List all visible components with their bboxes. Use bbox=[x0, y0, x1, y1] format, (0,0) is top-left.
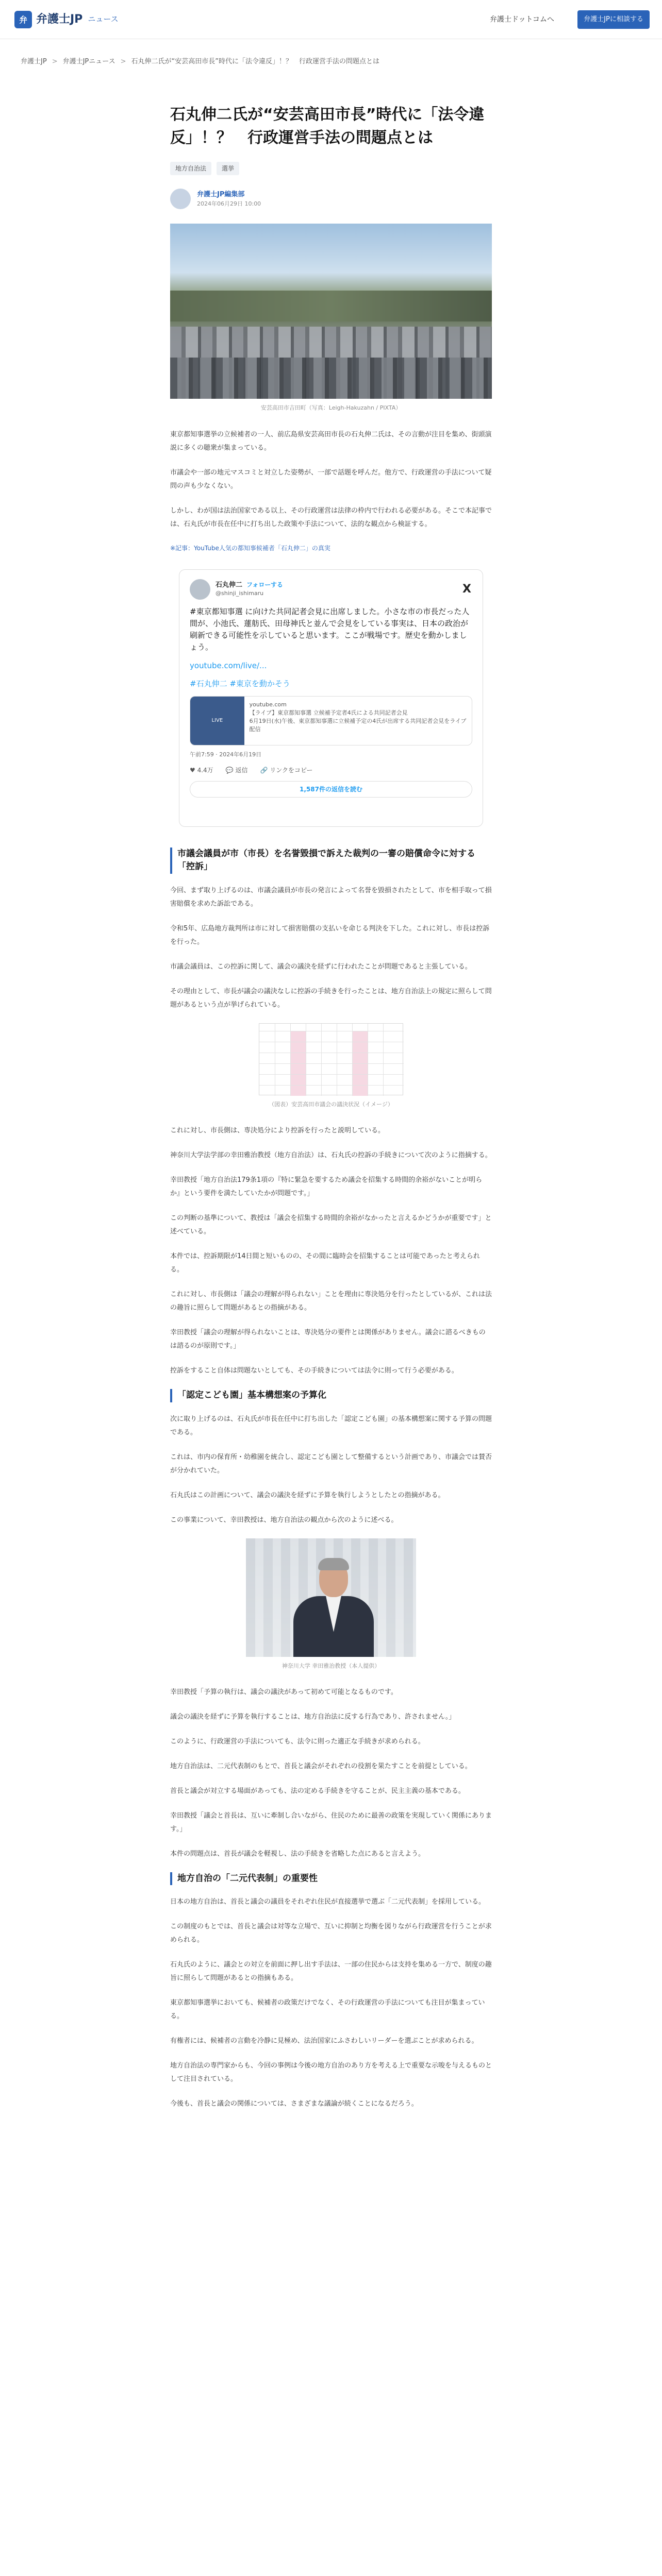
breadcrumb-item-current: 石丸伸二氏が“安芸高田市長”時代に「法令違反」！？ 行政運営手法の問題点とは bbox=[131, 58, 380, 65]
publish-date: 2024年06月29日 10:00 bbox=[197, 200, 261, 207]
paragraph: 今後も、首長と議会の関係については、さまざまな議論が続くことになるだろう。 bbox=[170, 2100, 418, 2108]
paragraph: 有権者には、候補者の言動を冷静に見極め、法治国家にふさわしいリーダーを選ぶことが求められる。 bbox=[170, 2037, 478, 2045]
section-heading: 地方自治の「二元代表制」の重要性 bbox=[170, 1872, 492, 1886]
paragraph: この制度のもとでは、首長と議会は対等な立場で、互いに抑制と均衡を図りながら行政運営を行うことが求められる。 bbox=[170, 1923, 492, 1944]
paragraph: これに対し、市長側は「議会の理解が得られない」ことを理由に専決処分を行ったとしているが、これは法の趣旨に照らして問題があるとの指摘がある。 bbox=[170, 1291, 492, 1312]
quote-paragraph: 幸田教授「議会と首長は、互いに牽制し合いながら、住民のために最善の政策を実現していく関係にあります。」 bbox=[170, 1811, 492, 1833]
tweet-text: #東京都知事選 に向けた共同記者会見に出席しました。小さな市の市長だった人間が、小池氏、蓮舫氏、田母神氏と並んで会見をしている事実は、日本の政治が刷新できる可能性を示していると思います。ここが戦場です。歴史を動かしましょう。 bbox=[190, 606, 470, 652]
logo-text: 弁護士JP bbox=[36, 13, 83, 26]
page-title: 石丸伸二氏が“安芸高田市長”時代に「法令違反」！？ 行政運営手法の問題点とは bbox=[170, 106, 485, 147]
tweet-author-name[interactable]: 石丸伸二 bbox=[216, 581, 243, 589]
portrait-caption: 神奈川大学 幸田雅治教授（本人提供） bbox=[282, 1662, 380, 1669]
tweet-copy-label: リンクをコピー bbox=[270, 766, 313, 774]
paragraph: この事業について、幸田教授は、地方自治法の観点から次のように述べる。 bbox=[170, 1516, 398, 1524]
tag-senkyo[interactable]: 選挙 bbox=[217, 162, 239, 175]
paragraph: 地方自治法は、二元代表制のもとで、首長と議会がそれぞれの役割を果たすことを前提としている。 bbox=[170, 1762, 472, 1770]
author-block bbox=[170, 189, 492, 209]
embedded-tweet bbox=[179, 569, 483, 827]
section-heading: 市議会議員が市（市長）を名誉毀損で訴えた裁判の一審の賠償命令に対する「控訴」 bbox=[170, 848, 492, 874]
tweet-like-count: 4.4万 bbox=[197, 766, 213, 774]
breadcrumb-separator-icon: > bbox=[120, 58, 126, 65]
consult-button[interactable]: 弁護士JPに相談する bbox=[577, 10, 650, 29]
paragraph: 市議会議員は、この控訴に関して、議会の議決を経ずに行われたことが問題であると主張している。 bbox=[170, 962, 472, 971]
hero-image bbox=[170, 224, 492, 399]
paragraph: このように、行政運営の手法についても、法令に則った適正な手続きが求められる。 bbox=[170, 1737, 425, 1745]
top-header bbox=[0, 0, 662, 39]
tweet-reply-button[interactable] bbox=[226, 765, 248, 776]
tweet-card-desc: 6月19日(水)午後、東京都知事選に立候補予定の4氏が出席する共同記者会見をライブ配信 bbox=[249, 718, 467, 733]
nav-link-bengo4[interactable]: 弁護士ドットコムへ bbox=[490, 15, 554, 24]
breadcrumb-separator-icon: > bbox=[52, 58, 58, 65]
quote-paragraph: 幸田教授「議会の理解が得られないことは、専決処分の要件とは関係がありません。議会に諮るべきものは諮るのが原則です。」 bbox=[170, 1329, 486, 1350]
tweet-copy-link-button[interactable] bbox=[260, 765, 312, 776]
site-logo[interactable] bbox=[14, 9, 119, 30]
section-heading: 「認定こども園」基本構想案の予算化 bbox=[170, 1389, 492, 1402]
logo-mark-icon: 弁 bbox=[14, 11, 32, 28]
chart-caption: （図表）安芸高田市議会の議決状況（イメージ） bbox=[269, 1100, 393, 1108]
paragraph: 神奈川大学法学部の幸田雅治教授（地方自治法）は、石丸氏の控訴の手続きについて次のように指摘する。 bbox=[170, 1151, 492, 1160]
paragraph: 今回、まず取り上げるのは、市議会議員が市長の発言によって名誉を毀損されたとして、市を相手取って損害賠償を求めた訴訟である。 bbox=[170, 886, 492, 908]
paragraph: 本件では、控訴期限が14日間と短いものの、その間に臨時会を招集することは可能であったと考えられる。 bbox=[170, 1252, 480, 1274]
paragraph: 東京都知事選挙の立候補者の一人、前広島県安芸高田市長の石丸伸二氏は、その言動が注目を集め、街頭演説に多くの聴衆が集まっている。 bbox=[170, 430, 492, 452]
tag-chiho-jichiho[interactable]: 地方自治法 bbox=[170, 162, 211, 175]
heart-icon: ♥ bbox=[190, 766, 197, 774]
tweet-reply-label: 返信 bbox=[235, 766, 248, 774]
breadcrumb-item-news[interactable]: 弁護士JPニュース bbox=[62, 58, 115, 65]
related-article-link[interactable]: ※記事：YouTube人気の都知事候補者「石丸伸二」の真実 bbox=[170, 544, 330, 552]
paragraph: 東京都知事選挙においても、候補者の政策だけでなく、その行政運営の手法についても注目が集まっている。 bbox=[170, 1999, 485, 2021]
tweet-card-source: youtube.com bbox=[249, 701, 287, 708]
tweet-timestamp[interactable]: 午前7:59 · 2024年6月19日 bbox=[190, 751, 262, 758]
chart-image bbox=[259, 1023, 403, 1095]
tweet-card-thumbnail: LIVE bbox=[190, 697, 244, 745]
paragraph: 議会の議決を経ずに予算を執行することは、地方自治法に反する行為であり、許されません。」 bbox=[170, 1713, 456, 1721]
tweet-card-title: 【ライブ】東京都知事選 立候補予定者4氏による共同記者会見 bbox=[249, 709, 408, 717]
tweet-like-button[interactable] bbox=[190, 765, 213, 776]
portrait-photo bbox=[246, 1538, 416, 1657]
article bbox=[170, 103, 492, 2122]
paragraph: 次に取り上げるのは、石丸氏が市長在任中に打ち出した「認定こども園」の基本構想案に関する予算の問題である。 bbox=[170, 1415, 492, 1436]
tweet-follow-button[interactable]: フォローする bbox=[246, 581, 283, 589]
paragraph: 令和5年、広島地方裁判所は市に対して損害賠償の支払いを命じる判決を下した。これに対し、市長は控訴を行った。 bbox=[170, 924, 490, 946]
author-name[interactable]: 弁護士JP編集部 bbox=[197, 191, 245, 199]
paragraph: 本件の問題点は、首長が議会を軽視し、法の手続きを省略した点にあると言えよう。 bbox=[170, 1850, 425, 1858]
tag-list bbox=[170, 162, 492, 175]
paragraph: これに対し、市長側は、専決処分により控訴を行ったと説明している。 bbox=[170, 1127, 385, 1135]
paragraph: この判断の基準について、教授は「議会を招集する時間的余裕がなかったと言えるかどうかが重要です」と述べている。 bbox=[170, 1214, 492, 1236]
paragraph: 石丸氏はこの計画について、議会の議決を経ずに予算を執行しようとしたとの指摘がある。 bbox=[170, 1491, 445, 1499]
paragraph: その理由として、市長が議会の議決なしに控訴の手続きを行ったことは、地方自治法上の規定に照らして問題があるという点が挙げられている。 bbox=[170, 987, 492, 1009]
quote-paragraph: 幸田教授「予算の執行は、議会の議決があって初めて可能となるものです。 bbox=[170, 1688, 398, 1696]
paragraph: 控訴をすること自体は問題ないとしても、その手続きについては法令に則って行う必要がある。 bbox=[170, 1367, 458, 1375]
breadcrumb bbox=[21, 56, 379, 68]
paragraph: 日本の地方自治は、首長と議会の議員をそれぞれ住民が直接選挙で選ぶ「二元代表制」を採用している。 bbox=[170, 1898, 486, 1906]
tweet-hashtags[interactable]: #石丸伸二 #東京を動かそう bbox=[190, 679, 290, 688]
tweet-link-card[interactable] bbox=[190, 696, 472, 745]
paragraph: 地方自治法の専門家からも、今回の事例は今後の地方自治のあり方を考える上で重要な示唆を与えるものとして注目されている。 bbox=[170, 2062, 492, 2083]
hero-caption: 安芸高田市吉田町（写真：Leigh-Hakuzahn / PIXTA） bbox=[260, 404, 402, 412]
x-logo-icon[interactable]: X bbox=[462, 582, 471, 596]
breadcrumb-item-home[interactable]: 弁護士JP bbox=[21, 58, 47, 65]
link-icon: 🔗 bbox=[260, 766, 270, 774]
reply-icon: 💬 bbox=[225, 766, 236, 774]
paragraph: しかし、わが国は法治国家である以上、その行政運営は法律の枠内で行われる必要がある。そこで本記事では、石丸氏が市長在任中に打ち出した政策や手法について、法的な観点から検証する。 bbox=[170, 506, 492, 528]
paragraph: 首長と議会が対立する場面があっても、法の定める手続きを守ることが、民主主義の基本である。 bbox=[170, 1787, 465, 1795]
quote-paragraph: 幸田教授「地方自治法179条1項の『特に緊急を要するため議会を招集する時間的余裕がないことが明らか』という要件を満たしていたかが問題です。」 bbox=[170, 1176, 483, 1198]
paragraph: 石丸氏のように、議会との対立を前面に押し出す手法は、一部の住民からは支持を集める一方で、制度の趣旨に照らして問題があるとの指摘もある。 bbox=[170, 1961, 492, 1982]
paragraph: これは、市内の保育所・幼稚園を統合し、認定こども園として整備するという計画であり、市議会では賛否が分かれていた。 bbox=[170, 1453, 492, 1475]
tweet-avatar[interactable] bbox=[190, 579, 210, 600]
tweet-link[interactable]: youtube.com/live/... bbox=[190, 660, 267, 670]
tweet-handle[interactable]: @shinji_ishimaru bbox=[216, 590, 264, 597]
paragraph: 市議会や一部の地元マスコミと対立した姿勢が、一部で話題を呼んだ。他方で、行政運営の手法について疑問の声も少なくない。 bbox=[170, 468, 492, 490]
logo-sub: ニュース bbox=[88, 14, 119, 24]
tweet-read-replies-button[interactable]: 1,587件の返信を読む bbox=[190, 781, 472, 798]
avatar bbox=[170, 189, 191, 209]
